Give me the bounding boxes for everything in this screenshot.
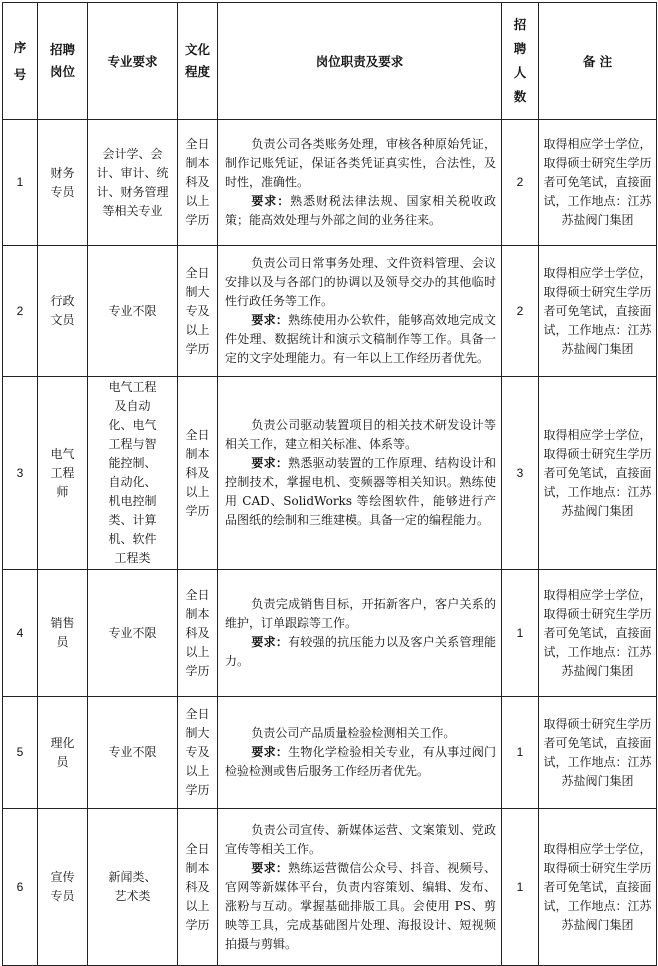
requirement-label: 要求：	[251, 860, 289, 875]
major-cell: 会计学、会计、审计、统计、财务管理等相关专业	[88, 120, 178, 246]
duty-text: 负责公司驱动装置项目的相关技术研发设计等相关工作，建立相关标准、体系等。	[225, 418, 496, 451]
requirement-text	[225, 743, 496, 781]
count-cell: 3	[502, 377, 539, 570]
row-number: 5	[3, 697, 38, 809]
duty-text: 负责公司各类账务处理，审核各种原始凭证，制作记账凭证，保证各类凭证真实性，合法性，及时性，准确性。	[225, 137, 496, 189]
count-cell: 1	[502, 697, 539, 809]
education-cell: 全日制本科及以上学历	[178, 120, 218, 246]
count-cell: 2	[502, 246, 539, 377]
education-cell: 全日制本科及以上学历	[178, 570, 218, 697]
requirement-body: 生物化学检验相关专业，有从事过阀门检验检测或售后服务工作经历者优先。	[225, 745, 496, 778]
row-number: 4	[3, 570, 38, 697]
duties-cell	[218, 377, 502, 570]
duty-text: 负责完成销售目标，开拓新客户，客户关系的维护，订单跟踪等工作。	[225, 597, 496, 630]
major-cell: 专业不限	[88, 697, 178, 809]
remarks-cell: 取得相应学士学位，取得硕士研究生学历者可免笔试，直接面试，工作地点：江苏苏盐阀门集团	[539, 570, 657, 697]
requirement-body: 熟悉驱动装置的工作原理、结构设计和控制技术，掌握电机、变频器等相关知识。熟练使用 CAD、SolidWorks 等绘图软件，能够进行产品图纸的绘制和三维建模。具备一定的编程能力。	[225, 456, 496, 527]
row-number: 1	[3, 120, 38, 246]
remarks-cell: 取得相应学士学位，取得硕士研究生学历者可免笔试，直接面试，工作地点：江苏苏盐阀门集团	[539, 809, 657, 966]
row-number: 3	[3, 377, 38, 570]
row-number: 6	[3, 809, 38, 966]
table-row	[3, 377, 657, 570]
requirement-label: 要求：	[251, 456, 289, 470]
duty-text: 负责公司产品质量检验检测相关工作。	[251, 726, 456, 740]
table-body	[3, 120, 657, 966]
header-major: 专业要求	[88, 3, 178, 120]
requirement-label: 要求：	[251, 313, 289, 327]
duty-text: 负责公司日常事务处理、文件资料管理、会议安排以及与各部门的协调以及领导交办的其他临时性行政任务等工作。	[225, 256, 496, 308]
duties-cell	[218, 809, 502, 966]
position-cell: 销售员	[38, 570, 88, 697]
table-row	[3, 246, 657, 377]
requirement-label: 要求：	[251, 194, 291, 208]
header-duties: 岗位职责及要求	[218, 3, 502, 120]
remarks-cell: 取得相应学士学位，取得硕士研究生学历者可免笔试，直接面试，工作地点：江苏苏盐阀门集团	[539, 120, 657, 246]
position-cell: 财务专员	[38, 120, 88, 246]
education-cell: 全日制大专及以上学历	[178, 697, 218, 809]
remarks-cell: 取得相应学士学位，取得硕士研究生学历者可免笔试，直接面试，工作地点：江苏苏盐阀门集团	[539, 246, 657, 377]
count-cell: 1	[502, 570, 539, 697]
requirement-text	[225, 859, 496, 954]
major-cell: 电气工程及自动化、电气工程与智能控制、自动化、机电控制类、计算机、软件工程类	[88, 377, 178, 570]
table-row	[3, 809, 657, 966]
remarks-cell: 取得硕士研究生学历者可免笔试，直接面试，工作地点：江苏苏盐阀门集团	[539, 697, 657, 809]
table-row	[3, 120, 657, 246]
position-cell: 宣传专员	[38, 809, 88, 966]
major-cell: 专业不限	[88, 570, 178, 697]
education-cell: 全日制本科及以上学历	[178, 809, 218, 966]
requirement-body: 有较强的抗压能力以及客户关系管理能力。	[225, 635, 496, 668]
position-cell: 行政文员	[38, 246, 88, 377]
header-remarks: 备 注	[539, 3, 657, 120]
count-cell: 1	[502, 809, 539, 966]
requirement-body: 熟练使用办公软件，能够高效地完成文件处理、数据统计和演示文稿制作等工作。具备一定的文字处理能力。有一年以上工作经历者优先。	[225, 313, 496, 365]
header-no: 序号	[3, 3, 38, 120]
requirement-label: 要求：	[251, 635, 289, 649]
recruitment-table	[2, 2, 657, 966]
major-cell: 新闻类、艺术类	[88, 809, 178, 966]
table-row	[3, 697, 657, 809]
requirement-text	[225, 311, 496, 368]
requirement-body: 熟练运营微信公众号、抖音、视频号、官网等新媒体平台，负责内容策划、编辑、发布、涨粉与互动。掌握基础排版工具。会使用 PS、剪映等工具，完成基础图片处理、海报设计、短视频拍摄与剪辑。	[225, 860, 496, 951]
header-position: 招聘岗位	[38, 3, 88, 120]
requirement-text	[225, 192, 496, 230]
education-cell: 全日制本科及以上学历	[178, 377, 218, 570]
header-row	[3, 3, 657, 120]
major-cell: 专业不限	[88, 246, 178, 377]
duties-cell	[218, 697, 502, 809]
duties-cell	[218, 120, 502, 246]
position-cell: 理化员	[38, 697, 88, 809]
requirement-label: 要求：	[251, 745, 289, 759]
position-cell: 电气工程师	[38, 377, 88, 570]
header-count: 招聘人数	[502, 3, 539, 120]
duties-cell	[218, 246, 502, 377]
table-row	[3, 570, 657, 697]
duties-cell	[218, 570, 502, 697]
header-education: 文化程度	[178, 3, 218, 120]
count-cell: 2	[502, 120, 539, 246]
remarks-cell: 取得相应学士学位，取得硕士研究生学历者可免笔试，直接面试，工作地点：江苏苏盐阀门集团	[539, 377, 657, 570]
requirement-body: 熟悉财税法律法规、国家相关税收政策；能高效处理与外部之间的业务往来。	[225, 194, 496, 227]
requirement-text	[225, 454, 496, 530]
education-cell: 全日制大专及以上学历	[178, 246, 218, 377]
requirement-text	[225, 633, 496, 671]
duty-text: 负责公司宣传、新媒体运营、文案策划、党政宣传等相关工作。	[225, 822, 496, 856]
row-number: 2	[3, 246, 38, 377]
